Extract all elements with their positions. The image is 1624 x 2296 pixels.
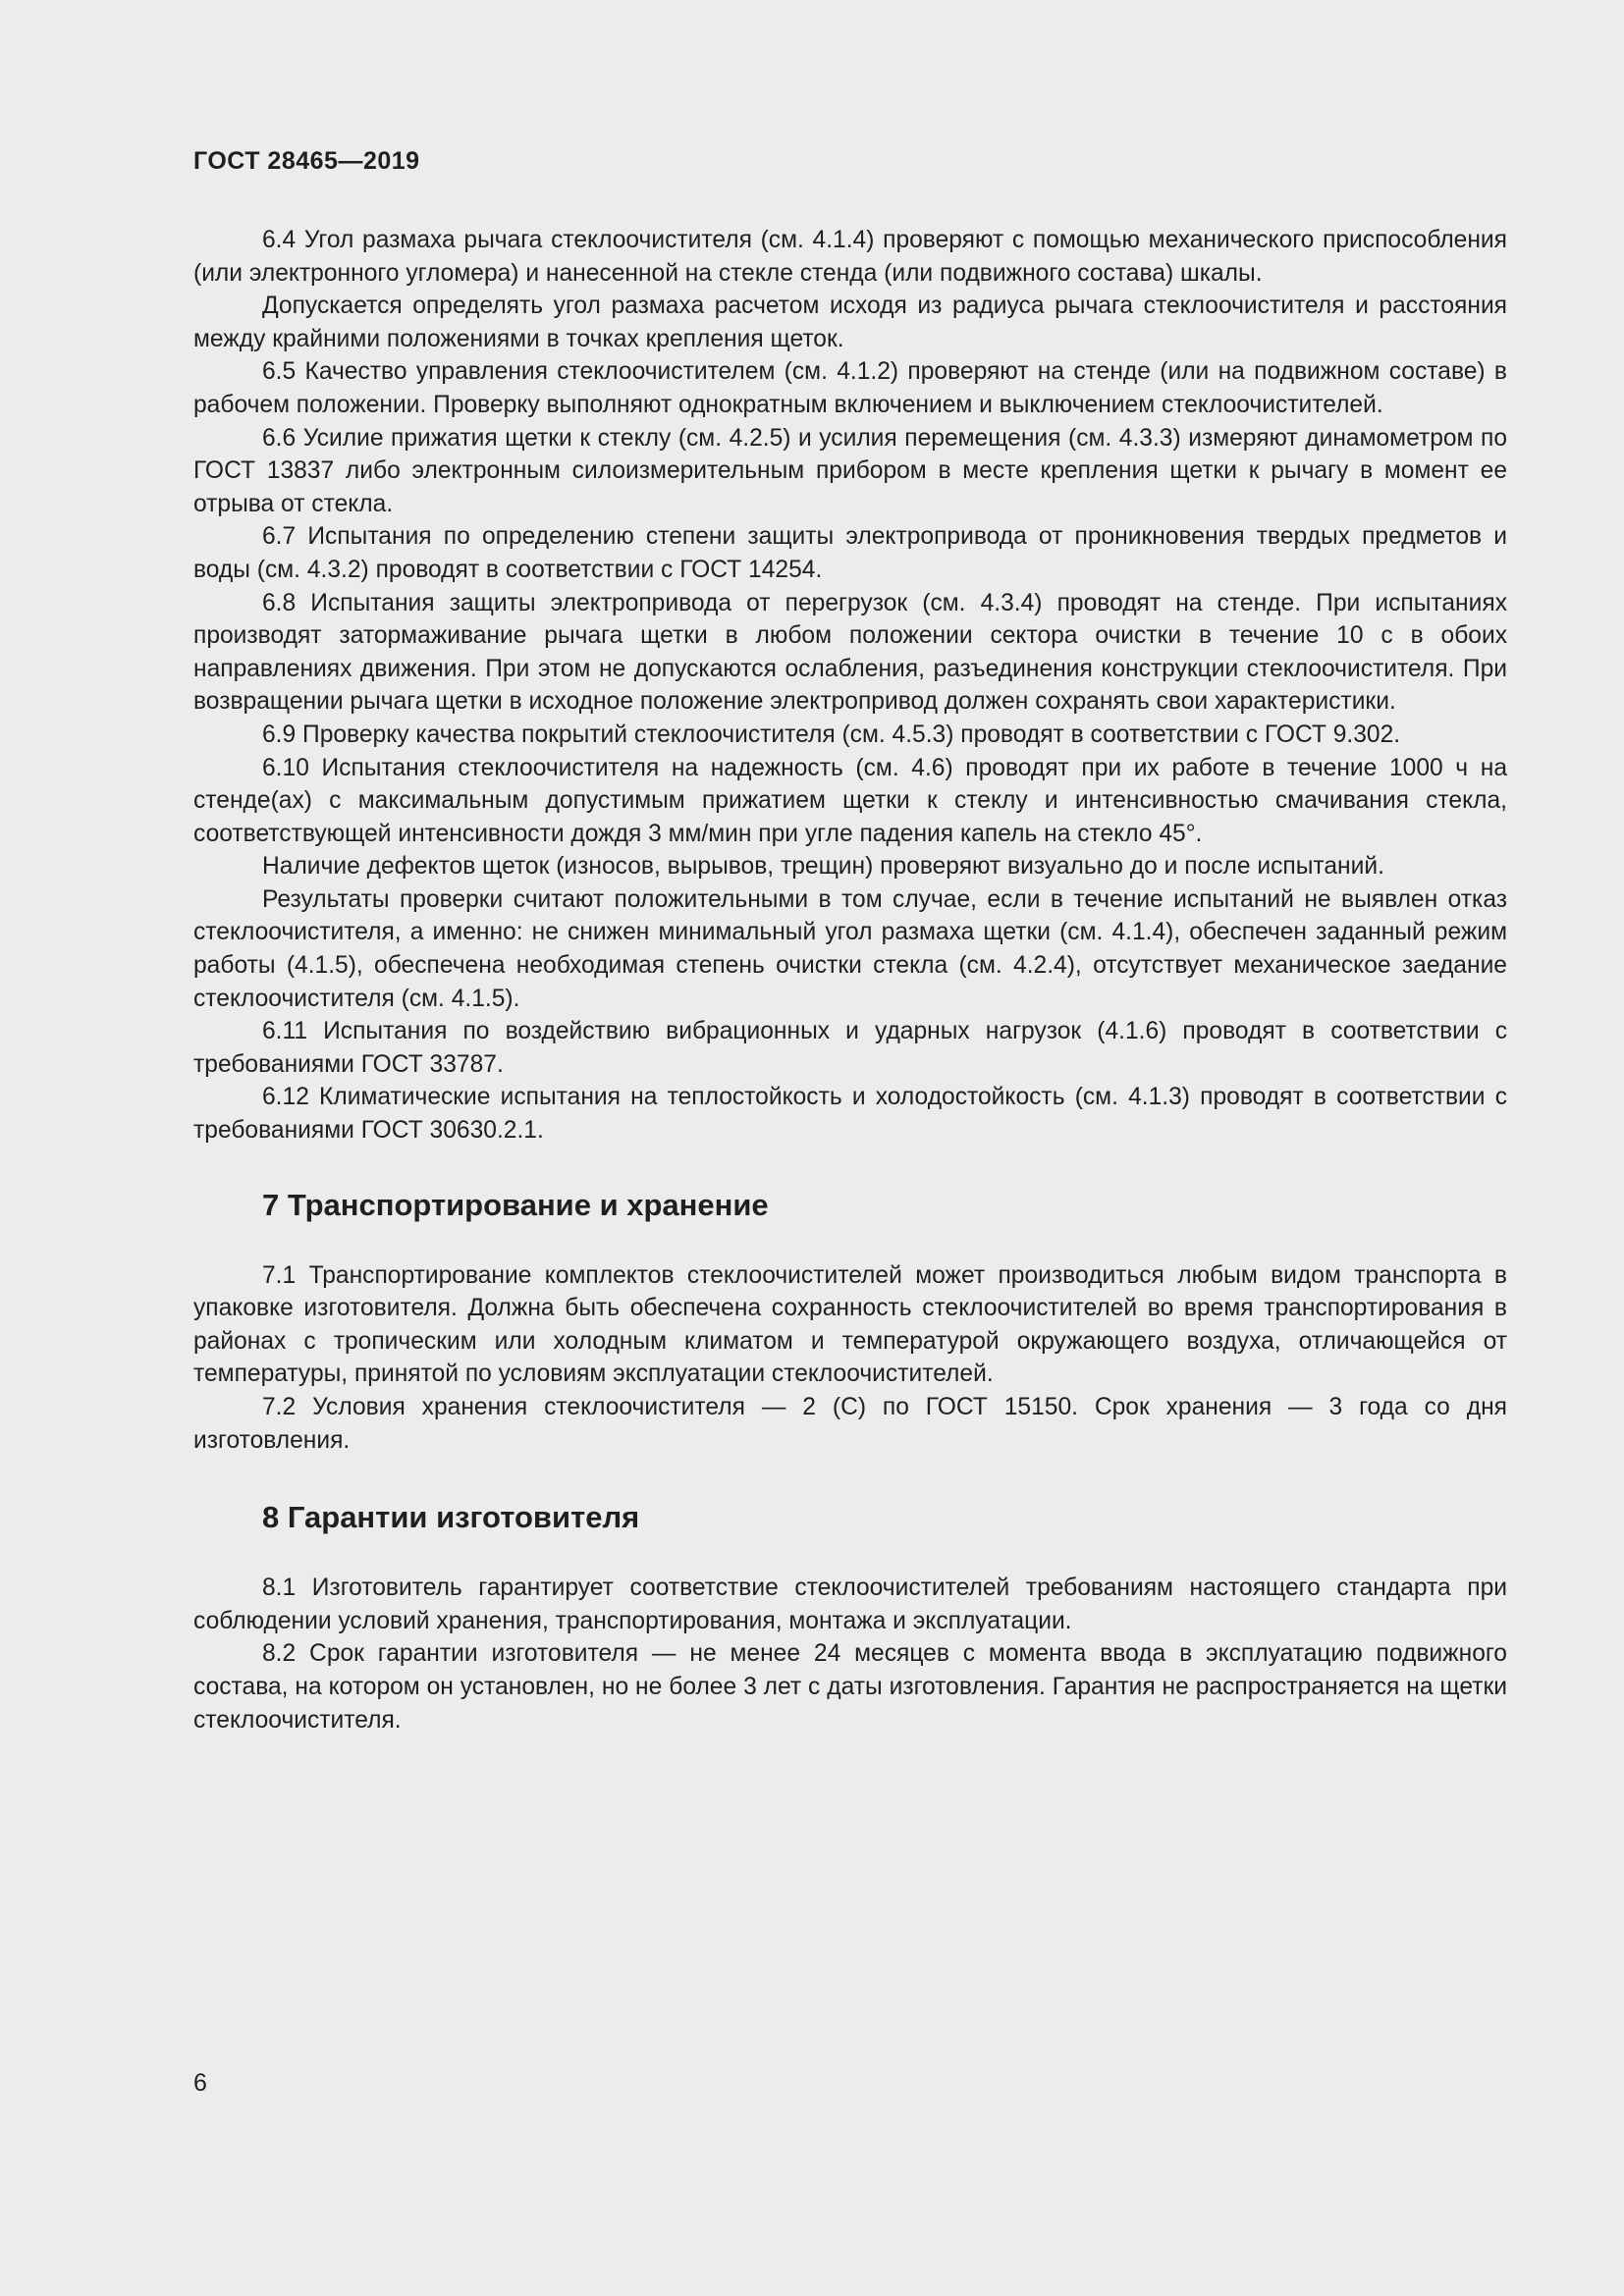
paragraph-6-5: 6.5 Качество управления стеклоочистителем (см. 4.1.2) проверяют на стенде (или на подвижном составе) в рабочем положении. Проверку выполняют однократным включением и выключением стеклоочистителей.	[193, 358, 1507, 418]
paragraph-8-1: 8.1 Изготовитель гарантирует соответствие стеклоочистителей требованиям настоящего стандарта при соблюдении условий хранения, транспортирования, монтажа и эксплуатации.	[193, 1575, 1507, 1634]
paragraph-6-9: 6.9 Проверку качества покрытий стеклоочистителя (см. 4.5.3) проводят в соответствии с ГОСТ 9.302.	[262, 721, 1401, 748]
section-7-title: 7 Транспортирование и хранение	[262, 1187, 769, 1222]
paragraph-7-2: 7.2 Условия хранения стеклоочистителя — 2 (С) по ГОСТ 15150. Срок хранения — 3 года со дня изготовления.	[193, 1394, 1507, 1454]
paragraph-8-2: 8.2 Срок гарантии изготовителя — не менее 24 месяцев с момента ввода в эксплуатацию подвижного состава, на котором он установлен, но не более 3 лет с даты изготовления. Гарантия не распространяется на щетки стеклоочистителя.	[193, 1640, 1507, 1734]
paragraph-7-1: 7.1 Транспортирование комплектов стеклоочистителей может производиться любым видом транспорта в упаковке изготовителя. Должна быть обеспечена сохранность стеклоочистителей во время транспортирования в районах с тропическим или холодным климатом и температурой окружающего воздуха, отличающейся от температуры, принятой по условиям эксплуатации стеклоочистителей.	[193, 1261, 1507, 1388]
paragraph-6-7: 6.7 Испытания по определению степени защиты электропривода от проникновения твердых предметов и воды (см. 4.3.2) проводят в соответствии с ГОСТ 14254.	[193, 523, 1507, 583]
page-number: 6	[193, 2069, 207, 2097]
paragraph-6-6: 6.6 Усилие прижатия щетки к стеклу (см. 4.2.5) и усилия перемещения (см. 4.3.3) измеряют динамометром по ГОСТ 13837 либо электронным силоизмерительным прибором в месте крепления щетки к рычагу в момент ее отрыва от стекла.	[193, 424, 1507, 517]
section-8-title: 8 Гарантии изготовителя	[262, 1500, 640, 1535]
paragraph-6-4: 6.4 Угол размаха рычага стеклоочистителя (см. 4.1.4) проверяют с помощью механического приспособления (или электронного угломера) и нанесенной на стекле стенда (или подвижного состава) шкалы.	[193, 227, 1507, 287]
paragraph-6-8: 6.8 Испытания защиты электропривода от перегрузок (см. 4.3.4) проводят на стенде. При испытаниях производят затормаживание рычага щетки в любом положении сектора очистки в течение 10 с в обоих направлениях движения. При этом не допускаются ослабления, разъединения конструкции стеклоочистителя. При возвращении рычага щетки в исходное положение электропривод должен сохранять свои характеристики.	[193, 589, 1507, 716]
paragraph-6-4-note: Допускается определять угол размаха расчетом исходя из радиуса рычага стеклоочистителя и расстояния между крайними положениями в точках крепления щеток.	[193, 293, 1507, 352]
paragraph-6-10-results: Результаты проверки считают положительными в том случае, если в течение испытаний не выявлен отказ стеклоочистителя, а именно: не снижен минимальный угол размаха щетки (см. 4.1.4), обеспечен заданный режим работы (4.1.5), обеспечена необходимая степень очистки стекла (см. 4.2.4), отсутствует механическое заедание стеклоочистителя (см. 4.1.5).	[193, 885, 1507, 1012]
paragraph-6-11: 6.11 Испытания по воздействию вибрационных и ударных нагрузок (4.1.6) проводят в соответствии с требованиями ГОСТ 33787.	[193, 1018, 1507, 1078]
paragraph-6-10-defects: Наличие дефектов щеток (износов, вырывов, трещин) проверяют визуально до и после испытаний.	[262, 853, 1384, 881]
document-body	[193, 224, 1507, 1736]
paragraph-6-12: 6.12 Климатические испытания на теплостойкость и холодостойкость (см. 4.1.3) проводят в соответствии с требованиями ГОСТ 30630.2.1.	[193, 1084, 1507, 1145]
paragraph-6-10: 6.10 Испытания стеклоочистителя на надежность (см. 4.6) проводят при их работе в течение 1000 ч на стенде(ах) с максимальным допустимым прижатием щетки к стеклу и интенсивностью смачивания стекла, соответствующей интенсивности дождя 3 мм/мин при угле падения капель на стекло 45°.	[193, 754, 1507, 847]
document-header-code: ГОСТ 28465—2019	[193, 147, 420, 175]
